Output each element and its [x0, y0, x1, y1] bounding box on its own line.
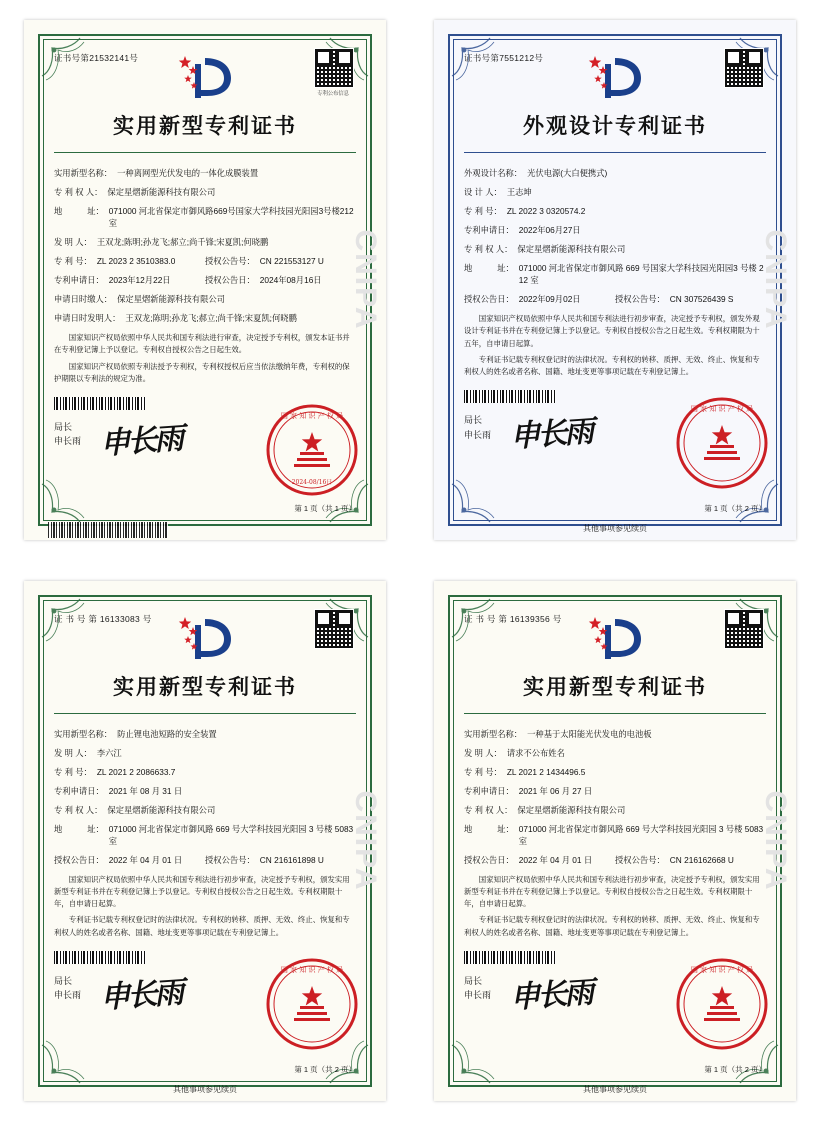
page-footer: 第 1 页（共 2 页） — [704, 504, 766, 513]
field-label: 授权公告号： — [615, 854, 665, 865]
field-label: 实用新型名称： — [464, 728, 523, 739]
barcode-strip — [54, 951, 146, 964]
patent-certificate-4[interactable] — [434, 581, 796, 1101]
svg-text:国 家 知 识 产 权 局: 国 家 知 识 产 权 局 — [280, 412, 344, 421]
qr-code-block[interactable] — [310, 609, 356, 649]
certificate-number: 证书号第7551212号 — [464, 53, 544, 63]
field-label: 授权公告日： — [205, 275, 255, 286]
director-signature: 申长雨 — [509, 414, 593, 455]
field-label: 外观设计名称： — [464, 168, 523, 178]
svg-text:2024-08/16日: 2024-08/16日 — [291, 479, 333, 487]
certificate-fields — [464, 167, 766, 305]
field-value: 2022年09月02日 — [518, 294, 581, 305]
field-value: 保定星熠新能源科技有限公司 — [107, 804, 216, 815]
title-divider — [54, 713, 356, 714]
director-label: 局长 — [54, 422, 73, 433]
page-footer: 第 1 页（共 2 页） — [294, 1064, 356, 1074]
qr-code-block[interactable] — [720, 609, 766, 649]
certificate-title: 实用新型专利证书 — [523, 673, 707, 699]
certificate-header — [464, 48, 766, 104]
field-label: 专 利 权 人： — [54, 187, 103, 198]
director-label: 局长 — [464, 415, 483, 426]
field-label: 地 址： — [464, 823, 514, 834]
director-label: 局长 — [54, 975, 73, 986]
field-value: 071000 河北省保定市御风路 669 号大学科技园光阳园 3 号楼 5083 室 — [518, 823, 764, 846]
field-value: 请求不公布姓名 — [506, 747, 565, 758]
director-name: 申长雨 — [54, 436, 82, 447]
cnipa-logo-icon — [151, 609, 259, 665]
field-value: CN 307526439 S — [669, 294, 734, 305]
field-label: 专 利 权 人： — [464, 804, 513, 815]
field-label: 申请日时发明人： — [54, 313, 121, 324]
continuation-note: 其他事项参见续页 — [583, 524, 647, 533]
field-label: 地 址： — [464, 263, 514, 274]
field-label: 授权公告号： — [615, 294, 665, 305]
signature-block — [464, 405, 766, 485]
certificate-title: 实用新型专利证书 — [113, 673, 297, 699]
field-value: 2021 年 08 月 31 日 — [108, 785, 183, 796]
svg-text:国 家 知 识 产 权 局: 国 家 知 识 产 权 局 — [280, 965, 344, 974]
field-label: 专 利 号： — [54, 766, 92, 777]
field-value: 071000 河北省保定市御风路 669 号国家大学科技园光阳园3 号楼 212 室 — [518, 263, 764, 286]
qr-code-block[interactable] — [720, 48, 766, 88]
certificate-header — [464, 609, 766, 665]
field-label: 专利申请日： — [464, 225, 514, 236]
certificate-number: 证 书 号 第 16133083 号 — [54, 613, 152, 624]
legal-paragraph: 国家知识产权局依照中华人民共和国专利法进行初步审查，决定授予专利权，颁发实用新型专利证书并在专利登记簿上予以登记。专利权自授权公告之日起生效。专利权期限十年，自申请日起算。 — [464, 874, 760, 909]
field-label: 授权公告日： — [464, 854, 514, 865]
certificate-cell-1 — [0, 0, 410, 560]
field-label: 专 利 号： — [464, 766, 502, 777]
page-footer: 第 1 页（共 2 页） — [704, 1064, 766, 1074]
field-label: 发 明 人： — [54, 237, 92, 248]
title-divider — [54, 152, 356, 153]
signature-block — [54, 412, 356, 492]
field-label: 实用新型名称： — [54, 728, 113, 739]
field-value: 071000 河北省保定市御风路 669 号大学科技园光阳园 3 号楼 5083 室 — [108, 823, 354, 846]
certificate-header — [54, 48, 356, 104]
certificate-title: 外观设计专利证书 — [523, 113, 707, 138]
certificate-fields — [464, 728, 766, 866]
continuation-note: 其他事项参见续页 — [173, 1084, 237, 1094]
cnipa-watermark: CNIPA — [349, 789, 382, 892]
field-value: 2022 年 04 月 01 日 — [108, 854, 183, 865]
field-label: 授权公告号： — [205, 854, 255, 865]
qr-code-icon[interactable] — [724, 609, 764, 649]
legal-paragraph: 专利证书记载专利权登记时的法律状况。专利权的转移、质押、无效、终止、恢复和专利权人的姓名或者名称、国籍、地址变更等事项记载在专利登记簿上。 — [464, 354, 760, 376]
cnipa-watermark: CNIPA — [759, 789, 792, 892]
field-value: 李六江 — [96, 747, 122, 758]
official-seal — [264, 402, 360, 498]
certificate-header — [54, 609, 356, 665]
director-name: 申长雨 — [464, 990, 492, 1001]
signature-block — [54, 965, 356, 1046]
field-value: 一种离网型光伏发电的一体化成膜装置 — [117, 168, 259, 178]
director-signature: 申长雨 — [509, 974, 593, 1016]
field-value: 光伏电源(大白便携式) — [527, 168, 608, 178]
official-seal — [674, 395, 770, 491]
patent-certificate-3[interactable] — [24, 581, 386, 1101]
qr-code-caption: 专利公布信息 — [317, 91, 349, 97]
certificate-fields — [54, 167, 356, 324]
field-value: 防止锂电池短路的安全装置 — [117, 728, 217, 739]
field-label: 专利申请日： — [464, 785, 514, 796]
field-value: 2022 年 04 月 01 日 — [518, 854, 593, 865]
field-value: ZL 2022 3 0320574.2 — [506, 206, 586, 217]
director-label: 局长 — [464, 975, 483, 986]
patent-certificate-2[interactable] — [434, 20, 796, 540]
field-label: 专 利 权 人： — [464, 244, 513, 255]
certificate-cell-3 — [0, 560, 410, 1121]
field-label: 地 址： — [54, 206, 104, 217]
field-value: 2021 年 06 月 27 日 — [518, 785, 593, 796]
cnipa-logo-icon — [561, 48, 669, 104]
legal-paragraph: 国家知识产权局依照中华人民共和国专利法进行初步审查，决定授予专利权，颁发实用新型专利证书并在专利登记簿上予以登记。专利权自授权公告之日起生效。专利权期限十年，自申请日起算。 — [54, 874, 350, 909]
barcode-strip — [54, 397, 146, 410]
field-value: ZL 2021 2 2086633.7 — [96, 766, 176, 777]
certificate-cell-4 — [410, 560, 820, 1121]
director-name: 申长雨 — [464, 429, 492, 440]
legal-paragraph: 国家知识产权局依照专利法授予专利权，专利权授权后应当依法缴纳年费，专利权的保护期限以专利法的规定为准。 — [54, 361, 350, 383]
title-divider — [464, 152, 766, 153]
director-signature: 申长雨 — [99, 974, 183, 1016]
field-value: 王双龙;陈明;孙龙飞;郝立;尚千锋;宋夏凯;何晓鹏 — [125, 313, 297, 324]
certificate-title: 实用新型专利证书 — [113, 113, 297, 138]
cnipa-watermark: CNIPA — [349, 229, 382, 331]
certificate-number: 证 书 号 第 16139356 号 — [464, 613, 562, 624]
field-value: 保定星熠新能源科技有限公司 — [517, 804, 626, 815]
field-label: 发 明 人： — [464, 747, 502, 758]
field-label: 授权公告日： — [54, 854, 104, 865]
patent-certificate-1[interactable] — [24, 20, 386, 540]
bottom-barcode — [48, 522, 168, 538]
field-label: 授权公告号： — [205, 256, 255, 267]
field-value: 王双龙;陈明;孙龙飞;郝立;尚千锋;宋夏凯;何晓鹏 — [96, 237, 269, 248]
director-name: 申长雨 — [54, 990, 82, 1001]
page-footer: 第 1 页（共 1 页） — [294, 504, 356, 513]
field-value: CN 216161898 U — [259, 854, 324, 865]
certificate-cell-2 — [410, 0, 820, 560]
field-label: 实用新型名称： — [54, 168, 113, 178]
field-value: ZL 2023 2 3510383.0 — [96, 256, 176, 267]
title-divider — [464, 713, 766, 714]
field-label: 申请日时缴人： — [54, 294, 113, 305]
field-value: 保定星熠新能源科技有限公司 — [117, 294, 225, 305]
cnipa-logo-icon — [561, 609, 669, 665]
field-value: 保定星熠新能源科技有限公司 — [107, 187, 216, 198]
field-value: 2024年08月16日 — [259, 275, 322, 286]
qr-code-icon[interactable] — [724, 48, 764, 88]
field-value: 一种基于太阳能光伏发电的电池板 — [527, 728, 652, 739]
svg-text:国 家 知 识 产 权 局: 国 家 知 识 产 权 局 — [690, 965, 754, 974]
field-value: CN 216162668 U — [669, 854, 734, 865]
barcode-strip — [464, 951, 556, 964]
qr-code-block[interactable] — [310, 48, 356, 97]
field-label: 设 计 人： — [464, 187, 502, 198]
field-value: 071000 河北省保定市御风路669号国家大学科技园光阳园3号楼212室 — [108, 206, 354, 229]
legal-paragraph: 专利证书记载专利权登记时的法律状况。专利权的转移、质押、无效、终止、恢复和专利权人的姓名或者名称、国籍、地址变更等事项记载在专利登记簿上。 — [464, 915, 760, 937]
certificate-fields — [54, 728, 356, 866]
qr-code-icon[interactable] — [314, 48, 354, 88]
field-label: 专 利 权 人： — [54, 804, 103, 815]
official-seal — [674, 956, 770, 1052]
certificate-number: 证书号第21532141号 — [54, 53, 139, 63]
legal-paragraph: 国家知识产权局依照中华人民共和国专利法进行初步审查，决定授予专利权，颁发外观设计专利证书并在专利登记簿上予以登记。专利权自授权公告之日起生效。专利权期限为十五年，自申请日起算。 — [464, 314, 760, 348]
field-label: 专利申请日： — [54, 785, 104, 796]
field-value: CN 221553127 U — [259, 256, 324, 267]
signature-block — [464, 965, 766, 1046]
svg-text:国 家 知 识 产 权 局: 国 家 知 识 产 权 局 — [690, 405, 754, 414]
barcode-strip — [464, 390, 556, 403]
field-value: 2023年12月22日 — [108, 275, 171, 286]
field-label: 专利申请日： — [54, 275, 104, 286]
field-label: 授权公告日： — [464, 294, 514, 305]
qr-code-icon[interactable] — [314, 609, 354, 649]
field-label: 专 利 号： — [464, 206, 502, 217]
field-label: 发 明 人： — [54, 747, 92, 758]
legal-paragraph: 专利证书记载专利权登记时的法律状况。专利权的转移、质押、无效、终止、恢复和专利权人的姓名或者名称、国籍、地址变更等事项记载在专利登记簿上。 — [54, 915, 350, 937]
director-signature: 申长雨 — [99, 421, 183, 462]
field-value: 王志坤 — [506, 187, 532, 198]
field-label: 地 址： — [54, 823, 104, 834]
continuation-note: 其他事项参见续页 — [583, 1084, 647, 1094]
field-value: 保定星熠新能源科技有限公司 — [517, 244, 626, 255]
cnipa-logo-icon — [151, 48, 259, 104]
field-value: 2022年06月27日 — [518, 225, 581, 236]
field-value: ZL 2021 2 1434496.5 — [506, 766, 586, 777]
official-seal — [264, 956, 360, 1052]
cnipa-watermark: CNIPA — [759, 229, 792, 331]
field-label: 专 利 号： — [54, 256, 92, 267]
legal-paragraph: 国家知识产权局依照中华人民共和国专利法进行审查，决定授予专利权，颁发本证书并在专利登记簿上予以登记。专利权自授权公告之日起生效。 — [54, 333, 350, 355]
